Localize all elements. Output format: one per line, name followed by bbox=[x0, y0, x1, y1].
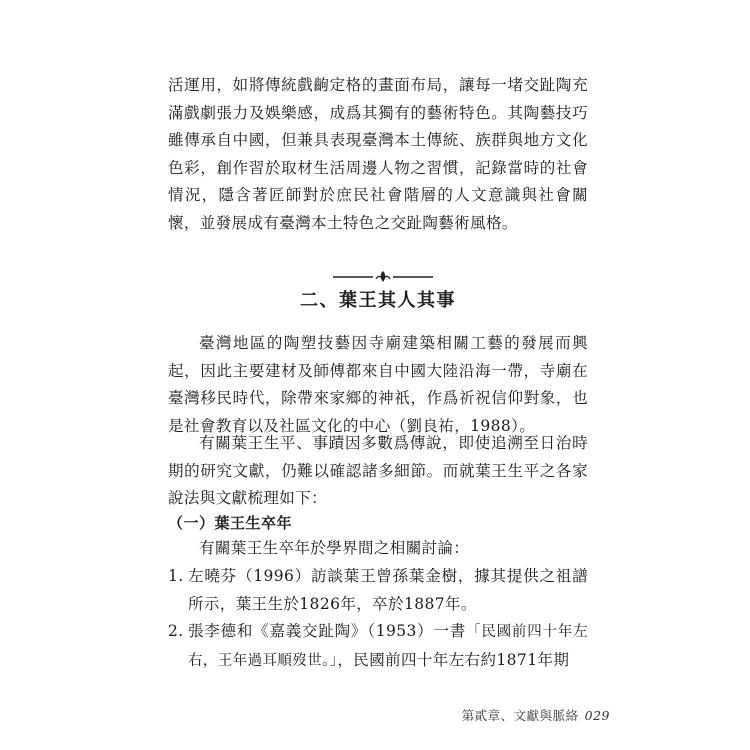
list-item-text-continued: ，民國前四十年左右約1871年期 bbox=[337, 650, 570, 669]
chapter-title: 第貳章、文獻與脈絡 bbox=[461, 708, 579, 723]
list-item-quote: 「民國前四十年左右，王年過耳順歿世。」 bbox=[188, 624, 588, 669]
section-ornament-icon bbox=[333, 270, 433, 284]
subsection-title: （一）葉王生卒年 bbox=[168, 514, 293, 532]
list-item-text: 張李德和《嘉義交趾陶》（1953）一書 bbox=[188, 622, 467, 640]
list-item bbox=[168, 618, 588, 675]
intro-paragraph: 活運用，如將傳統戲齣定格的畫面布局，讓每一堵交趾陶充滿戲劇張力及娛樂感，成爲其獨有的藝術特色。其陶藝技巧雖傳承自中國，但兼具表現臺灣本土傳統、族群與地方文化色彩，創作習於取材生活周邊人物之習慣，記錄當時的社會情況，隱含著匠師對於庶民社會階層的人文意識與社會關懷，並發展成有臺灣本土特色之交趾陶藝術風格。 bbox=[168, 76, 588, 232]
list-item bbox=[168, 563, 588, 618]
section-paragraph-2: 有關葉王生平、事蹟因多數爲傳說，即使追溯至日治時期的研究文獻，仍難以確認諸多細節。而就葉王生平之各家說法與文獻梳理如下： bbox=[168, 434, 588, 507]
birth-death-list bbox=[168, 563, 588, 675]
subsection-intro: 有關葉王生卒年於學界間之相關討論： bbox=[199, 539, 470, 557]
page-number: 029 bbox=[584, 708, 610, 723]
list-item-number: 1. bbox=[168, 567, 184, 585]
section-paragraph-1: 臺灣地區的陶塑技藝因寺廟建築相關工藝的發展而興起，因此主要建材及師傅都來自中國大陸沿海一帶，寺廟在臺灣移民時代，除帶來家鄉的神祇，作爲祈祝信仰對象，也是社會教育以及社區文化的中心（劉良祐，1988）。 bbox=[168, 334, 588, 435]
section-title: 二、葉王其人其事 bbox=[300, 290, 456, 311]
page-footer bbox=[430, 706, 610, 724]
list-item-number: 2. bbox=[168, 622, 184, 640]
list-item-text: 左曉芬（1996）訪談葉王曾孫葉金樹，據其提供之祖譜所示，葉王生於1826年，卒於1887年。 bbox=[188, 567, 588, 613]
